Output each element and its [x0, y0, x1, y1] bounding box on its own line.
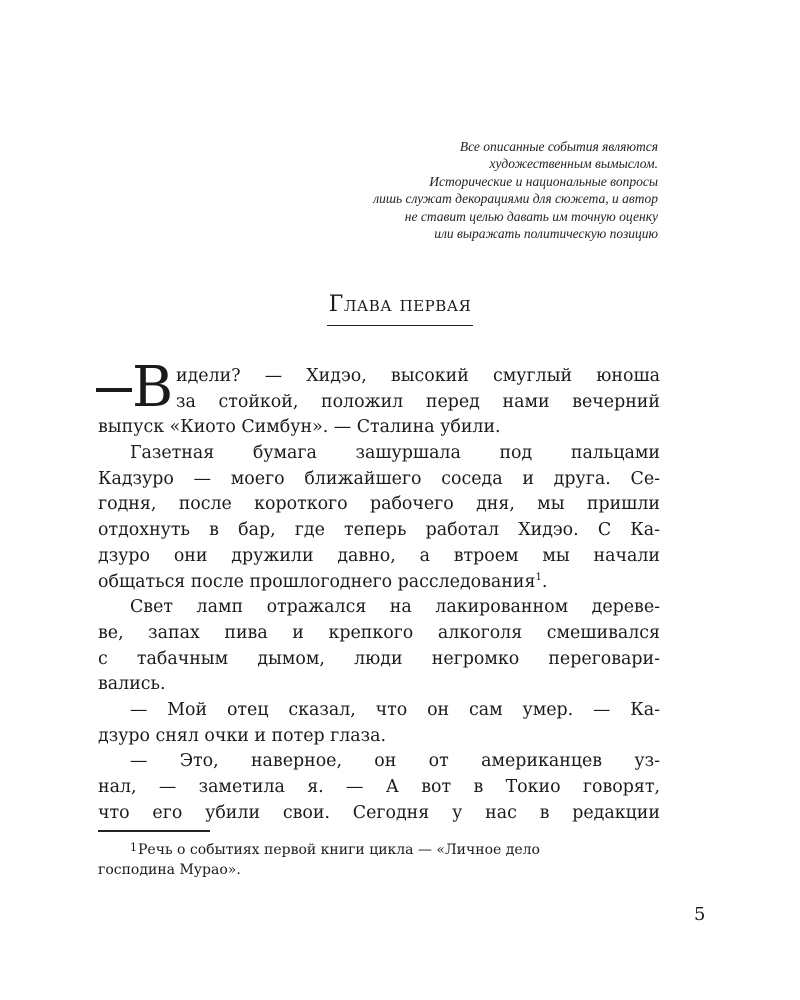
- text-line: за стойкой, положил перед нами вечерний: [176, 391, 660, 412]
- footnote-text: господина Мурао».: [98, 862, 241, 878]
- text-line: вались.: [98, 674, 166, 695]
- epigraph-line: художественным вымыслом.: [489, 156, 658, 172]
- text-line: что его убили свои. Сегодня у нас в редакции: [98, 802, 660, 823]
- text-line: ве, запах пива и крепкого алкоголя смешивался: [98, 622, 660, 643]
- footnote-line: [98, 838, 660, 860]
- chapter-heading: [0, 292, 800, 326]
- text-line: Свет ламп отражался на лакированном дереве-: [130, 597, 660, 618]
- text-line: выпуск «Киото Симбун». — Сталина убили.: [98, 417, 501, 438]
- body-text: [98, 364, 660, 826]
- epigraph: [238, 138, 658, 242]
- epigraph-line: не ставит целью давать им точную оценку: [404, 208, 658, 224]
- text-line: с табачным дымом, люди негромко переговари-: [98, 648, 660, 669]
- footnote-text: Речь о событиях первой книги цикла — «Личное дело: [138, 842, 540, 858]
- text-line-with-footnote: общаться после прошлогоднего расследования$^1$.: [98, 571, 548, 592]
- epigraph-line: Все описанные события являются: [459, 139, 658, 154]
- text-line: нал, — заметила я. — А вот в Токио говорят,: [98, 777, 660, 797]
- text-line: идели? — Хидэо, высокий смуглый юноша: [176, 366, 660, 386]
- chapter-title: Глава первая: [327, 292, 473, 326]
- text-line: — Это, наверное, он от американцев уз-: [130, 751, 660, 772]
- text-line: отдохнуть в бар, где теперь работал Хидэо. С Ка-: [98, 520, 660, 541]
- text-line: общаться после прошлогоднего расследования: [98, 571, 536, 592]
- text-line: годня, после короткого рабочего дня, мы пришли: [98, 494, 660, 515]
- epigraph-line: Исторические и национальные вопросы: [429, 173, 658, 189]
- epigraph-line: или выражать политическую позицию: [434, 226, 658, 242]
- text-line: дзуро снял очки и потер глаза.: [98, 725, 387, 746]
- dropcap-letter: В: [132, 355, 174, 420]
- text-line: Газетная бумага зашуршала под пальцами: [130, 443, 660, 464]
- text-line: — Мой отец сказал, что он сам умер. — Ка-: [130, 699, 660, 720]
- footnote-number: 1: [130, 841, 137, 854]
- text-line: Кадзуро — моего ближайшего соседа и друга. Се-: [98, 468, 660, 489]
- footnote-divider: [98, 830, 210, 832]
- footnote: [98, 838, 660, 880]
- text-line: дзуро они дружили давно, а втроем мы начали: [98, 545, 660, 566]
- footnote-ref[interactable]: 1: [535, 571, 542, 583]
- epigraph-line: лишь служат декорациями для сюжета, и автор: [373, 191, 658, 207]
- page-number: 5: [694, 904, 706, 925]
